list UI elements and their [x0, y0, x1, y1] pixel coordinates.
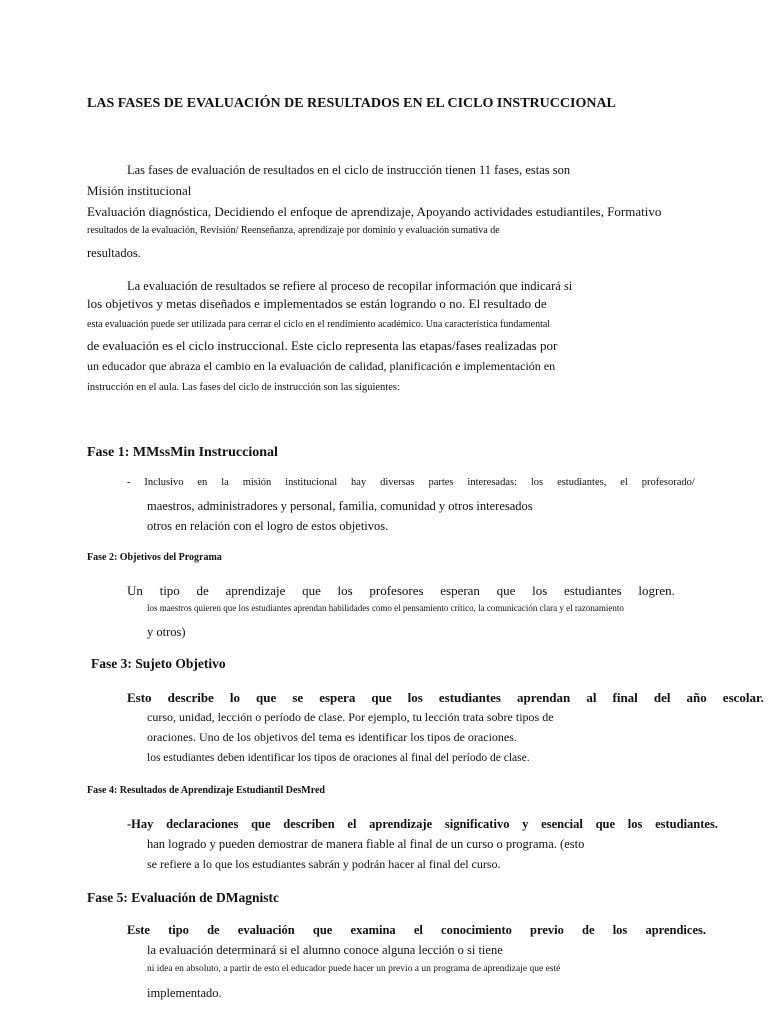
word: aprendizaje [369, 817, 433, 831]
word: aprendizaje [225, 583, 286, 598]
intro-line-1: Las fases de evaluación de resultados en el ciclo de instrucción tienen 11 fases, estas son [127, 163, 571, 177]
word: Este [127, 923, 150, 937]
word: en [197, 477, 208, 488]
word: que [256, 690, 277, 705]
phase-5-heading: Fase 5: Evaluación de DMagnistc [87, 890, 279, 905]
word: de [196, 583, 209, 598]
word: que [312, 923, 333, 937]
word: que [496, 583, 516, 598]
word: que [302, 583, 321, 598]
word: los [407, 690, 423, 705]
word: año [686, 690, 707, 705]
phase-2-line-2: los maestros quieren que los estudiantes aprendan habilidades como el pensamiento crítico, la comunicación clara y el razonamiento [147, 603, 624, 613]
word: la [221, 477, 229, 488]
word: describe [167, 690, 214, 705]
phase-5-line-3: ni idea en absoluto, a partir de esto el educador puede hacer un previo a un programa de aprendizaje que esté [147, 964, 561, 974]
page-title: LAS FASES DE EVALUACIÓN DE RESULTADOS EN EL CICLO INSTRUCCIONAL [87, 96, 616, 111]
word: al [586, 690, 597, 705]
word: espera [319, 690, 356, 705]
word: misión [242, 477, 272, 488]
word: los [627, 817, 643, 831]
paragraph2-line-5: un educador que abraza el cambio en la evaluación de calidad, planificación e implementación en [87, 359, 556, 373]
word: tipo [159, 583, 180, 598]
word: aprendices. [645, 923, 706, 937]
paragraph2-line-3: esta evaluación puede ser utilizada para cerrar el ciclo en el rendimiento académico. Una característica fundamental [87, 319, 551, 330]
word: interesadas: [467, 477, 517, 488]
phase-3-heading: Fase 3: Sujeto Objetivo [91, 656, 226, 671]
word: previo [530, 923, 564, 937]
phase-2-line-3: y otros) [147, 625, 186, 639]
intro-line-2: Misión institucional [87, 183, 192, 198]
word: estudiantes, [557, 477, 607, 488]
word: conocimiento [441, 923, 512, 937]
word: de [582, 923, 595, 937]
word: Un [127, 583, 143, 598]
word: significativo [444, 817, 510, 831]
intro-line-3: Evaluación diagnóstica, Decidiendo el enfoque de aprendizaje, Apoyando actividades estudiantiles, Formativo [87, 204, 662, 219]
phase-5-line-2: la evaluación determinará si el alumno conoce alguna lección o si tiene [147, 943, 503, 957]
word: esencial [541, 817, 583, 831]
phase-1-first-line [127, 477, 695, 489]
phase-4-heading: Fase 4: Resultados de Aprendizaje Estudiantil DesMred [87, 785, 325, 796]
paragraph2-line-4: de evaluación es el ciclo instruccional. Este ciclo representa las etapas/fases realizadas por [87, 338, 558, 353]
paragraph2-line-1: La evaluación de resultados se refiere al proceso de recopilar información que indicará si [127, 279, 573, 293]
word: -Hay [127, 817, 154, 831]
word: diversas [380, 477, 415, 488]
phase-5-line-4: implementado. [147, 986, 222, 1000]
phase-1-line-3: otros en relación con el logro de estos objetivos. [147, 519, 389, 533]
word: lo [229, 690, 240, 705]
word: - [127, 477, 131, 488]
word: estudiantes [563, 583, 622, 598]
phase-1-heading: Fase 1: MMssMin Instruccional [87, 445, 278, 460]
word: escolar. [722, 690, 764, 705]
word: profesorado/ [641, 477, 695, 488]
word: los [530, 477, 544, 488]
word: se [292, 690, 304, 705]
phase-1-line-2: maestros, administradores y personal, familia, comunidad y otros interesados [147, 499, 533, 513]
word: Esto [127, 690, 152, 705]
word: partes [428, 477, 454, 488]
word: esperan [440, 583, 480, 598]
word: el [413, 923, 423, 937]
word: examina [350, 923, 396, 937]
phase-3-line-4: los estudiantes deben identificar los tipos de oraciones al final del período de clase. [147, 752, 530, 764]
phase-4-line-3: se refiere a lo que los estudiantes sabrán y podrán hacer al final del curso. [147, 857, 501, 871]
word: el [347, 817, 357, 831]
paragraph2-line-2: los objetivos y metas diseñados e implementados se están logrando o no. El resultado de [87, 296, 547, 311]
phase-2-first-line [127, 584, 675, 599]
phase-4-line-2: han logrado y pueden demostrar de manera fiable al final de un curso o programa. (esto [147, 837, 585, 851]
word: el [620, 477, 628, 488]
word: y [522, 817, 529, 831]
phase-3-line-2: curso, unidad, lección o período de clase. Por ejemplo, tu lección trata sobre tipos de [147, 710, 554, 724]
word: Inclusivo [144, 477, 184, 488]
phase-3-line-3: oraciones. Uno de los objetivos del tema es identificar los tipos de oraciones. [147, 730, 517, 744]
word: los [612, 923, 628, 937]
word: hay [351, 477, 367, 488]
intro-line-4: resultados de la evaluación, Revisión/ Reenseñanza, aprendizaje por dominio y evaluación sumativa de [87, 225, 500, 236]
word: del [653, 690, 671, 705]
word: tipo [168, 923, 189, 937]
phase-5-first-line [127, 923, 706, 937]
word: que [371, 690, 392, 705]
word: que [251, 817, 271, 831]
intro-line-5: resultados. [87, 246, 141, 260]
word: logren. [638, 583, 675, 598]
word: que [595, 817, 616, 831]
word: institucional [285, 477, 338, 488]
word: final [612, 690, 638, 705]
word: profesores [369, 583, 424, 598]
paragraph2-line-6: instrucción en el aula. Las fases del ciclo de instrucción son las siguientes: [87, 382, 400, 393]
word: estudiantes. [655, 817, 718, 831]
word: describen [283, 817, 335, 831]
word: los [532, 583, 548, 598]
phase-3-first-line [127, 691, 764, 706]
word: evaluación [237, 923, 295, 937]
phase-2-heading: Fase 2: Objetivos del Programa [87, 552, 222, 563]
word: de [207, 923, 220, 937]
phase-4-first-line [127, 817, 718, 831]
word: declaraciones [166, 817, 239, 831]
word: aprendan [517, 690, 571, 705]
word: estudiantes [438, 690, 501, 705]
word: los [337, 583, 353, 598]
